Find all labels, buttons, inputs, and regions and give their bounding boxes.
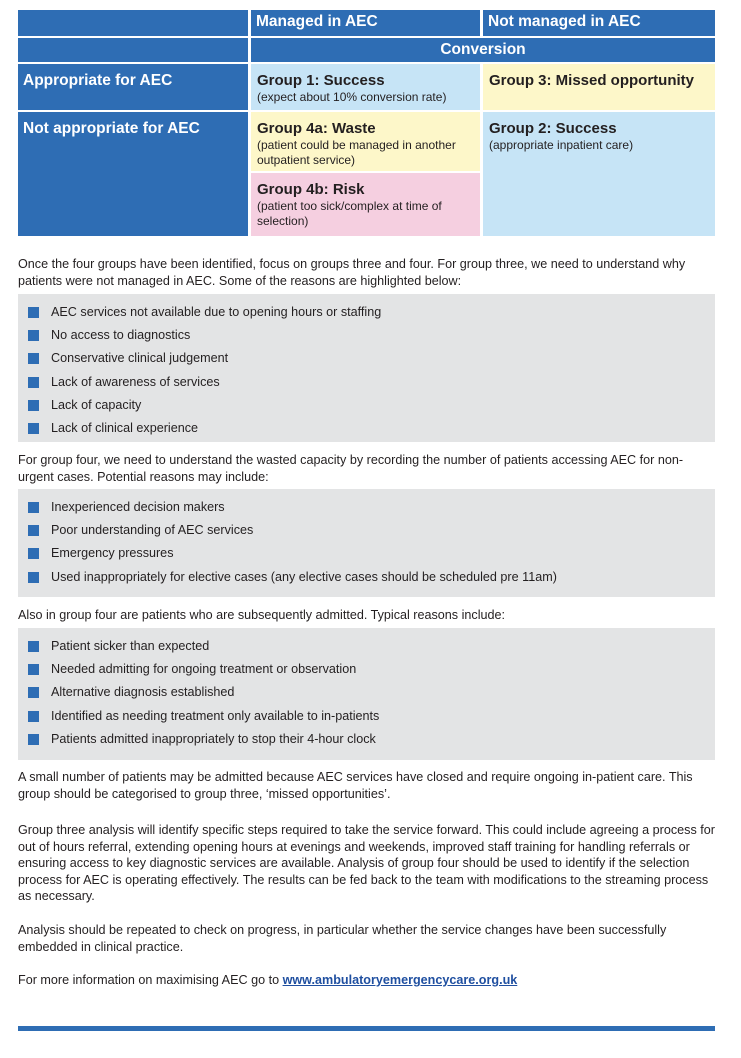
bullet-square-icon	[28, 641, 39, 652]
group3-title: Group 3: Missed opportunity	[489, 72, 694, 89]
list-item-text: No access to diagnostics	[51, 328, 191, 343]
group4b-title: Group 4b: Risk	[257, 181, 365, 198]
header-not-managed: Not managed in AEC	[483, 10, 715, 36]
list-item	[28, 496, 715, 519]
admitted-reasons-box	[18, 628, 715, 760]
list-item-text: Emergency pressures	[51, 546, 174, 561]
group2-note: (appropriate inpatient care)	[489, 138, 634, 152]
more-info-paragraph	[18, 972, 718, 989]
list-item	[28, 635, 715, 658]
analysis-paragraph: Group three analysis will identify specific steps required to take the service forward. This could include agreeing a process for out of hours referral, extending opening hours at evenings and weekends, improved staff training for handling referrals or ensuring access to key diagnostic services are available. Analysis of group four should be used to identify if the selection process for AEC is operating effectively. The results can be fed back to the team with modifications to the streaming process as necessary.	[18, 823, 715, 903]
group1-note: (expect about 10% conversion rate)	[257, 90, 447, 104]
list-item-text: Lack of clinical experience	[51, 420, 199, 435]
aec-groups-matrix	[18, 10, 715, 236]
footer-rule	[18, 1026, 715, 1031]
group4a-title: Group 4a: Waste	[257, 120, 376, 137]
repeat-paragraph: Analysis should be repeated to check on progress, in particular whether the service changes have been successfully embedded in clinical practice.	[18, 923, 667, 954]
list-item-text: Poor understanding of AEC services	[51, 523, 254, 538]
list-item-text: Lack of awareness of services	[51, 374, 220, 389]
list-item-text: Needed admitting for ongoing treatment or observation	[51, 662, 357, 677]
bullet-square-icon	[28, 377, 39, 388]
list-item	[28, 519, 715, 542]
list-item	[28, 394, 715, 417]
bullet-square-icon	[28, 400, 39, 411]
list-item-text: Patient sicker than expected	[51, 639, 210, 653]
group4b-note: (patient too sick/complex at time of selection)	[257, 199, 442, 228]
header-managed: Managed in AEC	[251, 10, 480, 36]
group1-title: Group 1: Success	[257, 72, 385, 89]
group-four-reasons-list	[18, 489, 715, 589]
list-item-text: Used inappropriately for elective cases (any elective cases should be scheduled pre 11am)	[51, 569, 557, 584]
bullet-square-icon	[28, 502, 39, 513]
group2-cell	[483, 112, 715, 236]
list-item	[28, 417, 715, 440]
bullet-square-icon	[28, 687, 39, 698]
matrix-corner	[18, 10, 248, 36]
list-item-text: Conservative clinical judgement	[51, 351, 229, 366]
row-appropriate: Appropriate for AEC	[18, 64, 248, 110]
group-three-reasons-box	[18, 294, 715, 442]
list-item	[28, 705, 715, 728]
list-item	[28, 681, 715, 704]
list-item	[28, 347, 715, 370]
list-item-text: Identified as needing treatment only available to in-patients	[51, 708, 380, 723]
group-four-paragraph: For group four, we need to understand the wasted capacity by recording the number of patients accessing AEC for non-urgent cases. Potential reasons may include:	[18, 453, 684, 484]
list-item-text: Lack of capacity	[51, 397, 142, 412]
small-number-paragraph: A small number of patients may be admitted because AEC services have closed and require ongoing in-patient care. This group should be categorised to group three, ‘missed opportunities’.	[18, 770, 693, 801]
intro-paragraph: Once the four groups have been identified, focus on groups three and four. For group three, we need to understand why patients were not managed in AEC. Some of the reasons are highlighted below:	[18, 257, 686, 288]
list-item	[28, 728, 715, 751]
more-info-text: For more information on maximising AEC go to	[18, 973, 280, 987]
bullet-square-icon	[28, 664, 39, 675]
bullet-square-icon	[28, 734, 39, 745]
list-item	[28, 371, 715, 394]
bullet-square-icon	[28, 548, 39, 559]
group-three-reasons-list	[18, 294, 715, 440]
group3-cell	[483, 64, 715, 110]
group4b-cell	[251, 173, 480, 236]
group4a-note: (patient could be managed in another outpatient service)	[257, 138, 456, 167]
list-item	[28, 658, 715, 681]
group2-title: Group 2: Success	[489, 120, 617, 137]
aec-website-link[interactable]: www.ambulatoryemergencycare.org.uk	[282, 973, 518, 987]
group4a-cell	[251, 112, 480, 171]
list-item-text: Inexperienced decision makers	[51, 500, 225, 514]
list-item	[28, 566, 715, 589]
bullet-square-icon	[28, 572, 39, 583]
list-item-text: Alternative diagnosis established	[51, 685, 235, 700]
matrix-spacer	[18, 38, 248, 62]
list-item	[28, 324, 715, 347]
bullet-square-icon	[28, 353, 39, 364]
group-four-reasons-box	[18, 489, 715, 597]
list-item	[28, 542, 715, 565]
list-item-text: AEC services not available due to opening hours or staffing	[51, 305, 382, 319]
bullet-square-icon	[28, 711, 39, 722]
row-not-appropriate: Not appropriate for AEC	[18, 112, 248, 236]
group1-cell	[251, 64, 480, 110]
bullet-square-icon	[28, 307, 39, 318]
admitted-reasons-list	[18, 628, 715, 751]
conversion-header: Conversion	[251, 38, 715, 62]
bullet-square-icon	[28, 330, 39, 341]
bullet-square-icon	[28, 423, 39, 434]
bullet-square-icon	[28, 525, 39, 536]
admitted-paragraph: Also in group four are patients who are subsequently admitted. Typical reasons include:	[18, 608, 506, 622]
list-item-text: Patients admitted inappropriately to stop their 4-hour clock	[51, 731, 376, 746]
list-item	[28, 301, 715, 324]
